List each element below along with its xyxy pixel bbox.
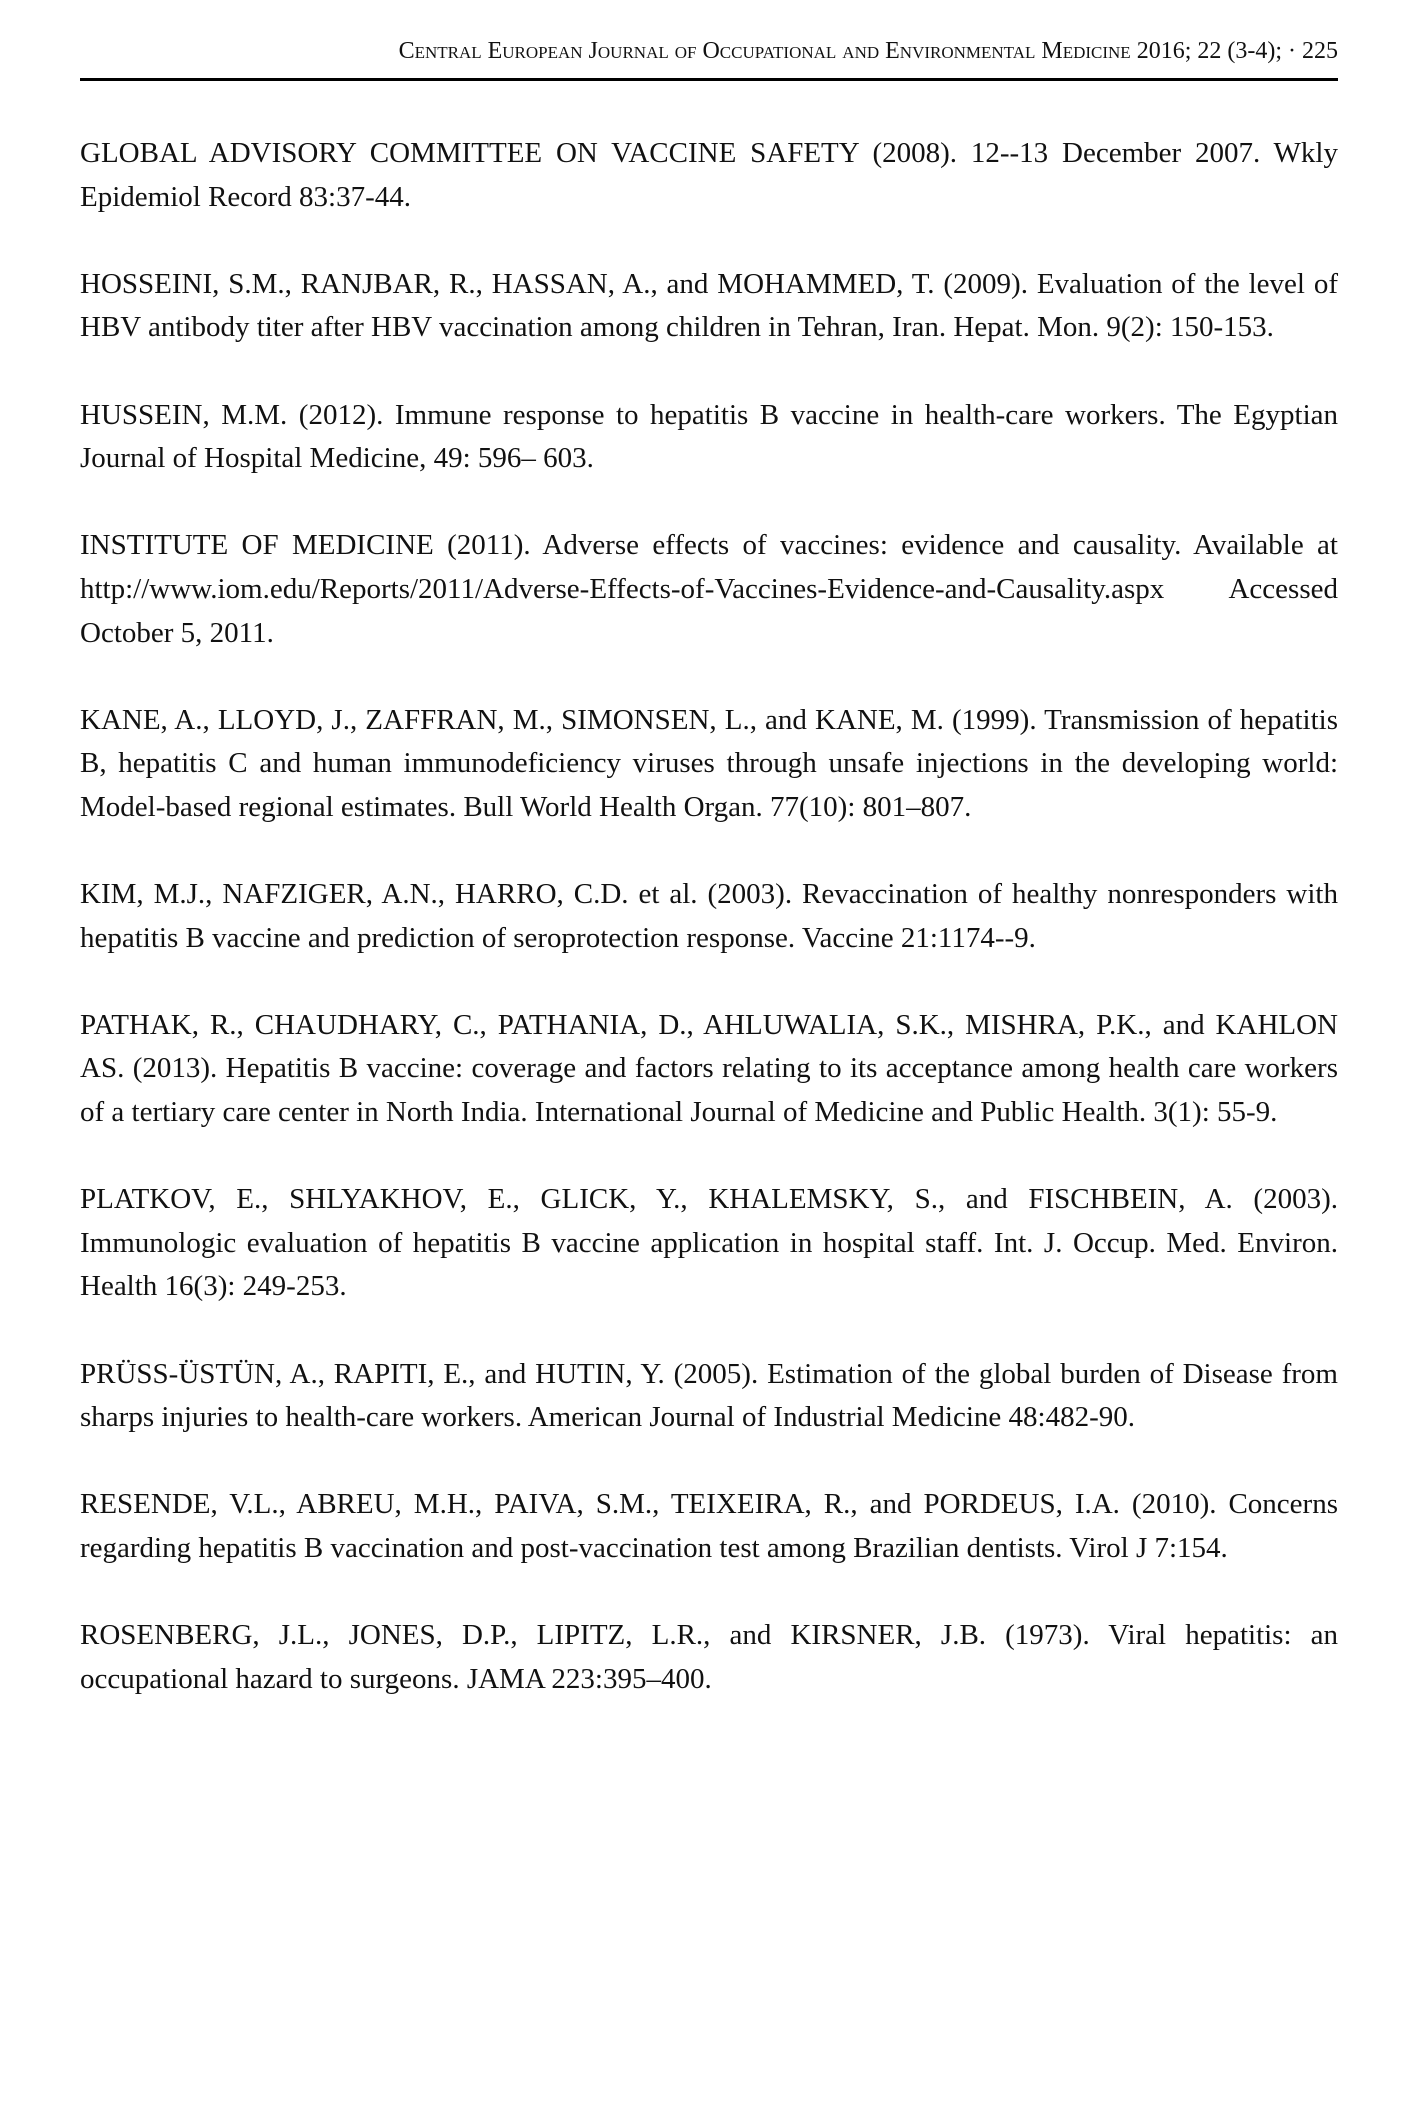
running-header <box>80 38 1338 65</box>
reference-item: PRÜSS-ÜSTÜN, A., RAPITI, E., and HUTIN, Y. (2005). Estimation of the global burden of Disease from sharps injuries to health-care workers. American Journal of Industrial Medicine 48:482-90. <box>80 1357 1338 1434</box>
reference-item: PLATKOV, E., SHLYAKHOV, E., GLICK, Y., KHALEMSKY, S., and FISCHBEIN, A. (2003). Immunologic evaluation of hepatitis B vaccine application in hospital staff. Int. J. Occup. Med. Environ. Health 16(3): 249-253. <box>80 1183 1338 1303</box>
reference-item: PATHAK, R., CHAUDHARY, C., PATHANIA, D., AHLUWALIA, S.K., MISHRA, P.K., and KAHLON AS. (2013). Hepatitis B vaccine: coverage and factors relating to its acceptance among health care workers of a tertiary care center in North India. International Journal of Medicine and Public Health. 3(1): 55-9. <box>80 1008 1338 1129</box>
reference-item: GLOBAL ADVISORY COMMITTEE ON VACCINE SAFETY (2008). 12--13 December 2007. Wkly Epidemiol Record 83:37-44. <box>80 137 1338 213</box>
journal-title: Central European Journal of Occupational and Environmental Medicine <box>398 38 1131 64</box>
reference-list <box>80 132 1338 1745</box>
reference-item: KANE, A., LLOYD, J., ZAFFRAN, M., SIMONSEN, L., and KANE, M. (1999). Transmission of hepatitis B, hepatitis C and human immunodeficiency viruses through unsafe injections in the developing world: Model-based regional estimates. Bull World Health Organ. 77(10): 801–807. <box>80 703 1338 823</box>
issue-citation: 2016; 22 (3-4); · 225 <box>1136 38 1338 64</box>
header-rule <box>80 78 1338 81</box>
reference-item: KIM, M.J., NAFZIGER, A.N., HARRO, C.D. et al. (2003). Revaccination of healthy nonresponders with hepatitis B vaccine and prediction of seroprotection response. Vaccine 21:1174--9. <box>80 878 1338 954</box>
reference-item: INSTITUTE OF MEDICINE (2011). Adverse effects of vaccines: evidence and causality. Available at http://www.iom.edu/Reports/2011/Adverse-Effects-of-Vaccines-Evidence-and-Causality.aspx Accessed October 5, 2011. <box>80 529 1338 649</box>
reference-item: ROSENBERG, J.L., JONES, D.P., LIPITZ, L.R., and KIRSNER, J.B. (1973). Viral hepatitis: an occupational hazard to surgeons. JAMA 223:395–400. <box>80 1619 1338 1695</box>
reference-item: HUSSEIN, M.M. (2012). Immune response to hepatitis B vaccine in health-care workers. The Egyptian Journal of Hospital Medicine, 49: 596– 603. <box>80 398 1338 475</box>
reference-item: HOSSEINI, S.M., RANJBAR, R., HASSAN, A., and MOHAMMED, T. (2009). Evaluation of the level of HBV antibody titer after HBV vaccination among children in Tehran, Iran. Hepat. Mon. 9(2): 150-153. <box>80 267 1338 344</box>
reference-item: RESENDE, V.L., ABREU, M.H., PAIVA, S.M., TEIXEIRA, R., and PORDEUS, I.A. (2010). Concerns regarding hepatitis B vaccination and post-vaccination test among Brazilian dentists. Virol J 7:154. <box>80 1488 1338 1564</box>
